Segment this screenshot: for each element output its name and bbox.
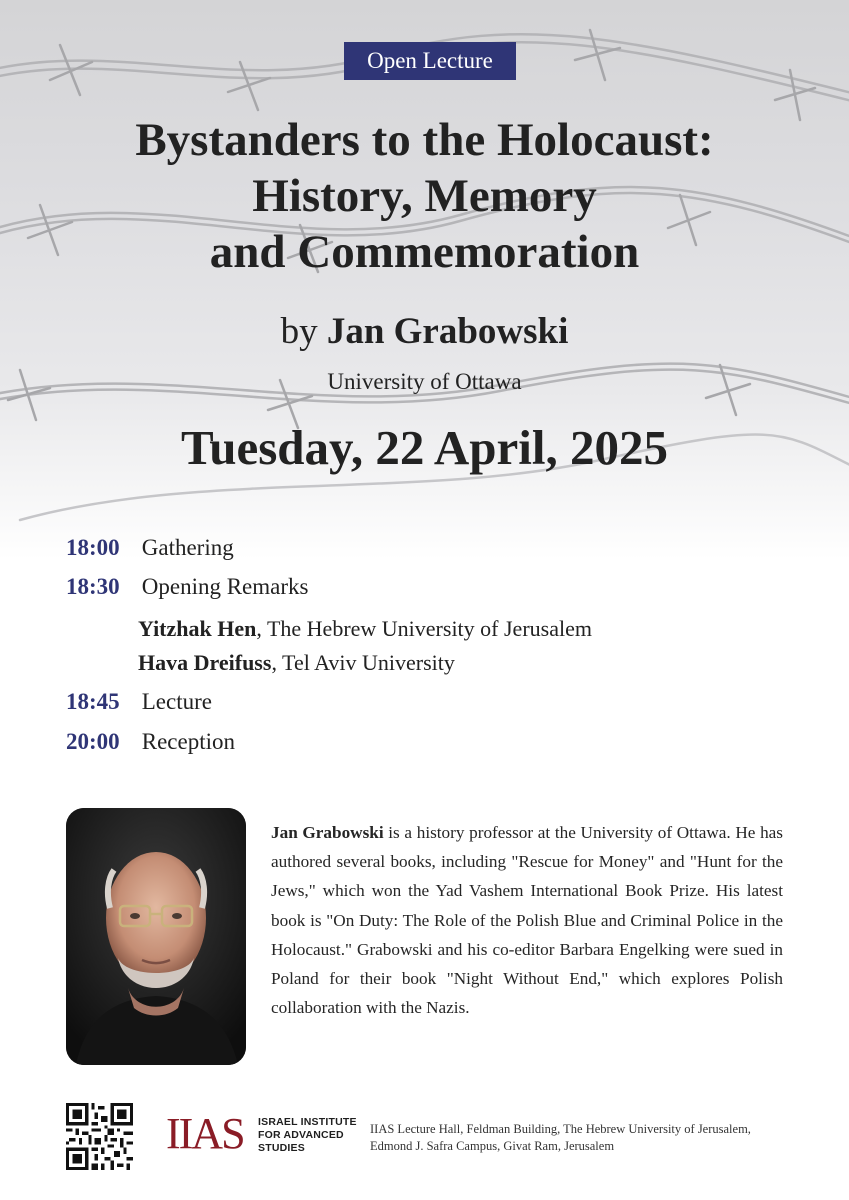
schedule-label: Lecture bbox=[141, 689, 212, 714]
opening-speaker bbox=[138, 648, 455, 678]
title-line: History, Memory bbox=[252, 170, 597, 222]
opening-speaker-name: Yitzhak Hen bbox=[138, 616, 257, 641]
schedule-row bbox=[66, 572, 308, 602]
logo-text-line: FOR ADVANCED bbox=[258, 1129, 344, 1141]
speaker-affiliation: University of Ottawa bbox=[327, 369, 522, 394]
event-date: Tuesday, 22 April, 2025 bbox=[181, 420, 668, 475]
title-line: and Commemoration bbox=[209, 226, 640, 278]
opening-speaker bbox=[138, 614, 592, 644]
schedule-row bbox=[66, 727, 235, 757]
schedule-row bbox=[66, 533, 234, 563]
logo-text-line: ISRAEL INSTITUTE bbox=[258, 1116, 357, 1128]
title-line: Bystanders to the Holocaust: bbox=[135, 114, 714, 166]
address-line: IIAS Lecture Hall, Feldman Building, The Hebrew University of Jerusalem, bbox=[370, 1122, 751, 1136]
schedule-time: 18:30 bbox=[66, 574, 120, 599]
address-line: Edmond J. Safra Campus, Givat Ram, Jerusalem bbox=[370, 1139, 615, 1153]
schedule-label: Opening Remarks bbox=[141, 574, 309, 599]
schedule-label: Reception bbox=[141, 729, 235, 754]
speaker-photo bbox=[66, 808, 246, 1065]
iias-logo-text bbox=[258, 1116, 368, 1155]
schedule-time: 18:45 bbox=[66, 689, 120, 714]
schedule-time: 20:00 bbox=[66, 729, 120, 754]
opening-speaker-org: , Tel Aviv University bbox=[271, 650, 455, 675]
schedule-time: 18:00 bbox=[66, 535, 120, 560]
schedule-row bbox=[66, 687, 212, 717]
iias-logo-mark: IIAS bbox=[166, 1109, 244, 1158]
speaker-name: Jan Grabowski bbox=[326, 311, 569, 352]
lecture-title bbox=[0, 112, 849, 280]
by-prefix: by bbox=[280, 311, 318, 352]
venue-address bbox=[370, 1121, 810, 1155]
speaker-bio bbox=[271, 818, 783, 1022]
opening-speaker-name: Hava Dreifuss bbox=[138, 650, 272, 675]
bio-text: is a history professor at the University of Ottawa. He has authored several books, including "Rescue for Money" and "Hunt for the Jews," which won the Yad Vashem International Book Prize. His latest book is "On Duty: The Role of the Polish Blue and Criminal Police in the Holocaust." Grabowski and his co-editor Barbara Engelking were sued in Poland for their book "Night Without End," which explores Polish collaboration with the Nazis. bbox=[271, 823, 783, 1018]
schedule-label: Gathering bbox=[141, 535, 234, 560]
speaker-portrait-image bbox=[66, 808, 246, 1065]
logo-text-line: STUDIES bbox=[258, 1142, 305, 1154]
qr-code-icon[interactable] bbox=[66, 1103, 133, 1170]
open-lecture-badge: Open Lecture bbox=[344, 42, 516, 80]
bio-speaker-name: Jan Grabowski bbox=[271, 823, 384, 842]
byline bbox=[0, 308, 849, 356]
opening-speaker-org: , The Hebrew University of Jerusalem bbox=[256, 616, 592, 641]
